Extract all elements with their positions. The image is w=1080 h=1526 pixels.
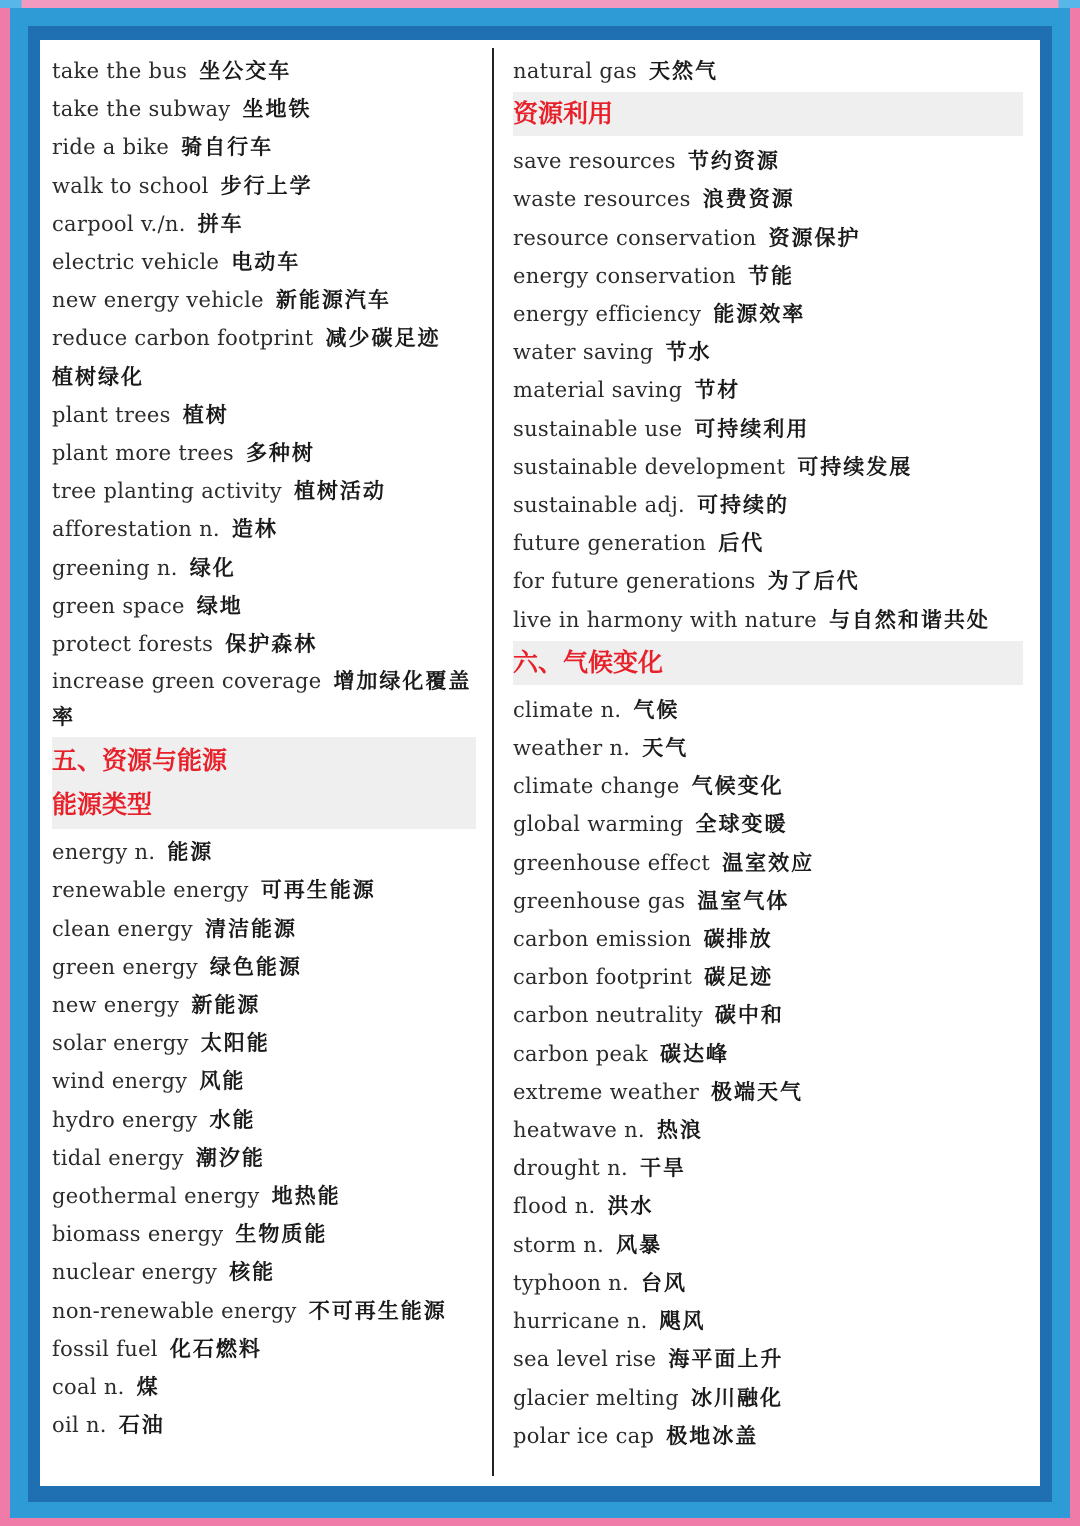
vocab-item xyxy=(52,1062,476,1100)
english-term: polar ice cap xyxy=(513,1423,655,1448)
chinese-meaning: 碳中和 xyxy=(714,1002,784,1028)
vocab-item xyxy=(513,562,1025,600)
english-term: protect forests xyxy=(52,632,214,657)
english-term: resource conservation xyxy=(513,225,757,250)
vocab-item xyxy=(513,1302,1025,1340)
subheading-text: 能源类型 xyxy=(52,790,153,820)
english-term: biomass energy xyxy=(52,1222,224,1247)
english-term: carbon peak xyxy=(513,1041,649,1066)
vocab-item xyxy=(513,844,1025,882)
vocab-item xyxy=(513,601,1025,639)
chinese-meaning: 能源效率 xyxy=(713,301,806,327)
english-term: typhoon n. xyxy=(513,1270,629,1295)
subtitle-greening: 植树绿化 xyxy=(52,363,144,389)
english-term: geothermal energy xyxy=(52,1184,260,1209)
vocab-item xyxy=(52,1253,476,1291)
vocab-item xyxy=(513,486,1025,524)
english-term: oil n. xyxy=(52,1413,107,1438)
english-term: extreme weather xyxy=(513,1079,700,1104)
vocab-item xyxy=(513,1149,1025,1187)
chinese-meaning: 天气 xyxy=(642,735,689,761)
chinese-meaning: 碳达峰 xyxy=(660,1040,730,1066)
chinese-meaning: 风能 xyxy=(199,1068,246,1094)
english-term: fossil fuel xyxy=(52,1336,158,1361)
english-term: new energy xyxy=(52,993,180,1018)
english-term: new energy vehicle xyxy=(52,288,264,313)
chinese-meaning: 飓风 xyxy=(659,1308,706,1334)
english-term: future generation xyxy=(513,531,707,556)
english-term: waste resources xyxy=(513,187,691,212)
chinese-meaning: 坐公交车 xyxy=(199,58,292,83)
english-term: green space xyxy=(52,593,185,618)
vocab-item xyxy=(513,691,1025,729)
vocab-item xyxy=(513,805,1025,843)
english-term: tidal energy xyxy=(52,1145,184,1170)
vocab-item xyxy=(513,882,1025,920)
vocab-item xyxy=(52,1292,476,1330)
chinese-meaning: 保护森林 xyxy=(225,631,318,657)
vocab-item xyxy=(52,434,476,472)
english-term: weather n. xyxy=(513,736,631,761)
vocab-item xyxy=(52,910,476,948)
vocab-item xyxy=(52,472,476,510)
english-term: storm n. xyxy=(513,1232,605,1257)
english-term: hurricane n. xyxy=(513,1309,648,1334)
chinese-meaning: 气候 xyxy=(633,696,680,722)
chinese-meaning: 绿色能源 xyxy=(209,953,302,979)
chinese-meaning: 绿化 xyxy=(189,554,236,580)
vocab-group xyxy=(513,691,1025,1455)
vocab-group xyxy=(513,142,1025,639)
english-term: for future generations xyxy=(513,569,756,594)
vocab-item xyxy=(513,257,1025,295)
vocab-item xyxy=(513,1226,1025,1264)
vocab-item xyxy=(52,319,476,357)
chinese-meaning: 水能 xyxy=(209,1106,256,1132)
chinese-meaning: 可持续的 xyxy=(697,492,790,518)
chinese-meaning: 节约资源 xyxy=(687,148,780,174)
chinese-meaning: 风暴 xyxy=(616,1231,663,1257)
vocab-group xyxy=(52,396,476,663)
vocab-item xyxy=(513,1035,1025,1073)
chinese-meaning: 植树活动 xyxy=(293,478,386,504)
english-term: save resources xyxy=(513,149,676,174)
english-term: carbon neutrality xyxy=(513,1003,703,1028)
english-term: plant more trees xyxy=(52,441,234,466)
chinese-meaning: 可再生能源 xyxy=(260,877,376,903)
vocab-item xyxy=(52,1368,476,1406)
chinese-meaning: 极端天气 xyxy=(711,1078,804,1104)
vocab-item xyxy=(513,996,1025,1034)
english-term: take the subway xyxy=(52,97,231,122)
vocab-item xyxy=(52,625,476,663)
chinese-meaning: 化石燃料 xyxy=(169,1335,262,1361)
vocab-item xyxy=(513,333,1025,371)
chinese-meaning: 节能 xyxy=(747,262,794,288)
chinese-meaning: 新能源汽车 xyxy=(275,287,391,313)
chinese-meaning: 洪水 xyxy=(607,1193,654,1219)
chinese-meaning: 煤 xyxy=(136,1374,160,1400)
chinese-meaning: 温室气体 xyxy=(697,887,790,913)
chinese-meaning: 后代 xyxy=(718,530,765,556)
vocab-item xyxy=(513,1073,1025,1111)
english-term: climate change xyxy=(513,774,680,799)
vocab-item xyxy=(513,371,1025,409)
vocab-item xyxy=(52,871,476,909)
chinese-meaning: 浪费资源 xyxy=(702,186,795,212)
vocab-item xyxy=(513,1417,1025,1455)
english-term: nuclear energy xyxy=(52,1260,218,1285)
chinese-meaning: 干旱 xyxy=(639,1155,686,1181)
english-term: drought n. xyxy=(513,1156,628,1181)
vocab-group xyxy=(52,52,476,358)
english-term: sustainable use xyxy=(513,416,683,441)
chinese-meaning: 不可再生能源 xyxy=(308,1297,447,1323)
vocab-item xyxy=(513,958,1025,996)
english-term: reduce carbon footprint xyxy=(52,326,314,351)
chinese-meaning: 热浪 xyxy=(656,1117,703,1143)
section-heading-5 xyxy=(52,737,476,829)
vocab-item xyxy=(52,948,476,986)
english-term: non-renewable energy xyxy=(52,1298,297,1323)
chinese-meaning: 资源保护 xyxy=(768,224,861,250)
vocab-item xyxy=(52,1024,476,1062)
vocab-item xyxy=(513,767,1025,805)
chinese-meaning: 骑自行车 xyxy=(181,134,274,160)
vocab-item xyxy=(513,142,1025,180)
chinese-meaning: 地热能 xyxy=(271,1183,341,1209)
vocab-item xyxy=(52,128,476,166)
vocab-item xyxy=(52,1139,476,1177)
chinese-meaning: 核能 xyxy=(229,1259,276,1285)
english-term: carbon footprint xyxy=(513,965,693,990)
english-term: green energy xyxy=(52,954,198,979)
vocab-item xyxy=(513,448,1025,486)
english-term: ride a bike xyxy=(52,135,170,160)
chinese-meaning: 碳排放 xyxy=(703,926,773,952)
english-term: walk to school xyxy=(52,173,209,198)
vocab-item xyxy=(52,510,476,548)
vocab-item xyxy=(52,1101,476,1139)
chinese-meaning: 石油 xyxy=(118,1412,165,1438)
english-term: greening n. xyxy=(52,555,178,580)
vocab-item xyxy=(513,295,1025,333)
section-heading-resource-use: 资源利用 xyxy=(513,92,1023,136)
english-term: energy conservation xyxy=(513,263,736,288)
english-term: flood n. xyxy=(513,1194,596,1219)
english-term: afforestation n. xyxy=(52,517,220,542)
chinese-meaning: 太阳能 xyxy=(200,1030,270,1056)
english-term: plant trees xyxy=(52,402,171,427)
chinese-meaning: 步行上学 xyxy=(220,172,313,198)
english-term: carpool v./n. xyxy=(52,211,186,236)
english-term: heatwave n. xyxy=(513,1118,645,1143)
vocab-item xyxy=(52,1215,476,1253)
vocab-item xyxy=(513,920,1025,958)
vocab-item xyxy=(52,986,476,1024)
english-term: tree planting activity xyxy=(52,479,282,504)
chinese-meaning: 冰川融化 xyxy=(690,1384,783,1410)
vocab-item xyxy=(52,52,476,90)
chinese-meaning: 拼车 xyxy=(197,210,244,236)
vocab-item xyxy=(52,833,476,871)
chinese-meaning: 温室效应 xyxy=(722,849,815,875)
english-term: sustainable adj. xyxy=(513,493,686,518)
english-term: renewable energy xyxy=(52,878,249,903)
english-term: coal n. xyxy=(52,1375,125,1400)
column-divider xyxy=(492,48,494,1476)
english-term: climate n. xyxy=(513,697,622,722)
vocab-item xyxy=(52,1330,476,1368)
vocab-item xyxy=(52,549,476,587)
vocab-item: natural gas 天然气 xyxy=(513,58,718,83)
chinese-meaning: 减少碳足迹 xyxy=(325,325,441,351)
chinese-meaning: 潮汐能 xyxy=(195,1144,265,1170)
english-term: greenhouse effect xyxy=(513,850,711,875)
left-column xyxy=(52,52,476,1445)
chinese-meaning: 造林 xyxy=(231,516,278,542)
english-term: clean energy xyxy=(52,916,193,941)
english-term: sea level rise xyxy=(513,1347,657,1372)
english-term: hydro energy xyxy=(52,1107,198,1132)
chinese-meaning: 可持续利用 xyxy=(694,415,810,441)
english-term: live in harmony with nature xyxy=(513,607,817,632)
chinese-meaning: 可持续发展 xyxy=(797,453,913,479)
chinese-meaning: 全球变暖 xyxy=(695,811,788,837)
english-term: material saving xyxy=(513,378,683,403)
english-term: sustainable development xyxy=(513,454,786,479)
english-term: solar energy xyxy=(52,1031,189,1056)
english-term: take the bus xyxy=(52,59,188,83)
vocab-item xyxy=(52,396,476,434)
vocab-item xyxy=(52,205,476,243)
chinese-meaning: 海平面上升 xyxy=(668,1346,784,1372)
vocab-item: increase green coverage 增加绿化覆盖率 xyxy=(52,668,472,730)
english-term: carbon emission xyxy=(513,927,692,952)
chinese-meaning: 绿地 xyxy=(196,592,243,618)
vocab-item xyxy=(513,1340,1025,1378)
vocab-item xyxy=(513,1111,1025,1149)
chinese-meaning: 气候变化 xyxy=(691,773,784,799)
right-column xyxy=(513,52,1025,1455)
chinese-meaning: 极地冰盖 xyxy=(666,1422,759,1448)
chinese-meaning: 为了后代 xyxy=(767,568,860,594)
vocab-item xyxy=(513,219,1025,257)
section-heading-6: 六、气候变化 xyxy=(513,641,1023,685)
vocab-item xyxy=(52,587,476,625)
chinese-meaning: 与自然和谐共处 xyxy=(828,606,990,632)
vocab-item xyxy=(52,281,476,319)
chinese-meaning: 清洁能源 xyxy=(204,915,297,941)
chinese-meaning: 碳足迹 xyxy=(704,964,774,990)
vocab-item xyxy=(52,167,476,205)
english-term: electric vehicle xyxy=(52,250,220,275)
chinese-meaning: 新能源 xyxy=(191,992,261,1018)
vocab-item xyxy=(513,729,1025,767)
english-term: global warming xyxy=(513,812,684,837)
top-stripe xyxy=(0,0,1080,8)
heading-text: 五、资源与能源 xyxy=(52,746,228,776)
chinese-meaning: 生物质能 xyxy=(235,1221,328,1247)
vocab-item xyxy=(513,410,1025,448)
chinese-meaning: 节材 xyxy=(694,377,741,403)
vocab-item xyxy=(52,1177,476,1215)
vocab-item xyxy=(513,1264,1025,1302)
english-term: glacier melting xyxy=(513,1385,679,1410)
chinese-meaning: 能源 xyxy=(167,839,214,865)
english-term: greenhouse gas xyxy=(513,888,686,913)
vocab-item xyxy=(513,1187,1025,1225)
chinese-meaning: 电动车 xyxy=(231,249,301,275)
vocab-item xyxy=(52,243,476,281)
chinese-meaning: 节水 xyxy=(665,339,712,365)
vocab-item xyxy=(52,90,476,128)
chinese-meaning: 多种树 xyxy=(245,440,315,466)
chinese-meaning: 植树 xyxy=(182,401,229,427)
vocab-group xyxy=(52,833,476,1444)
vocab-item xyxy=(52,1406,476,1444)
english-term: energy efficiency xyxy=(513,302,702,327)
chinese-meaning: 台风 xyxy=(640,1269,687,1295)
english-term: water saving xyxy=(513,340,654,365)
vocab-item xyxy=(513,1379,1025,1417)
vocab-item xyxy=(513,524,1025,562)
english-term: wind energy xyxy=(52,1069,188,1094)
vocab-item xyxy=(513,180,1025,218)
chinese-meaning: 坐地铁 xyxy=(242,96,312,122)
english-term: energy n. xyxy=(52,840,156,865)
